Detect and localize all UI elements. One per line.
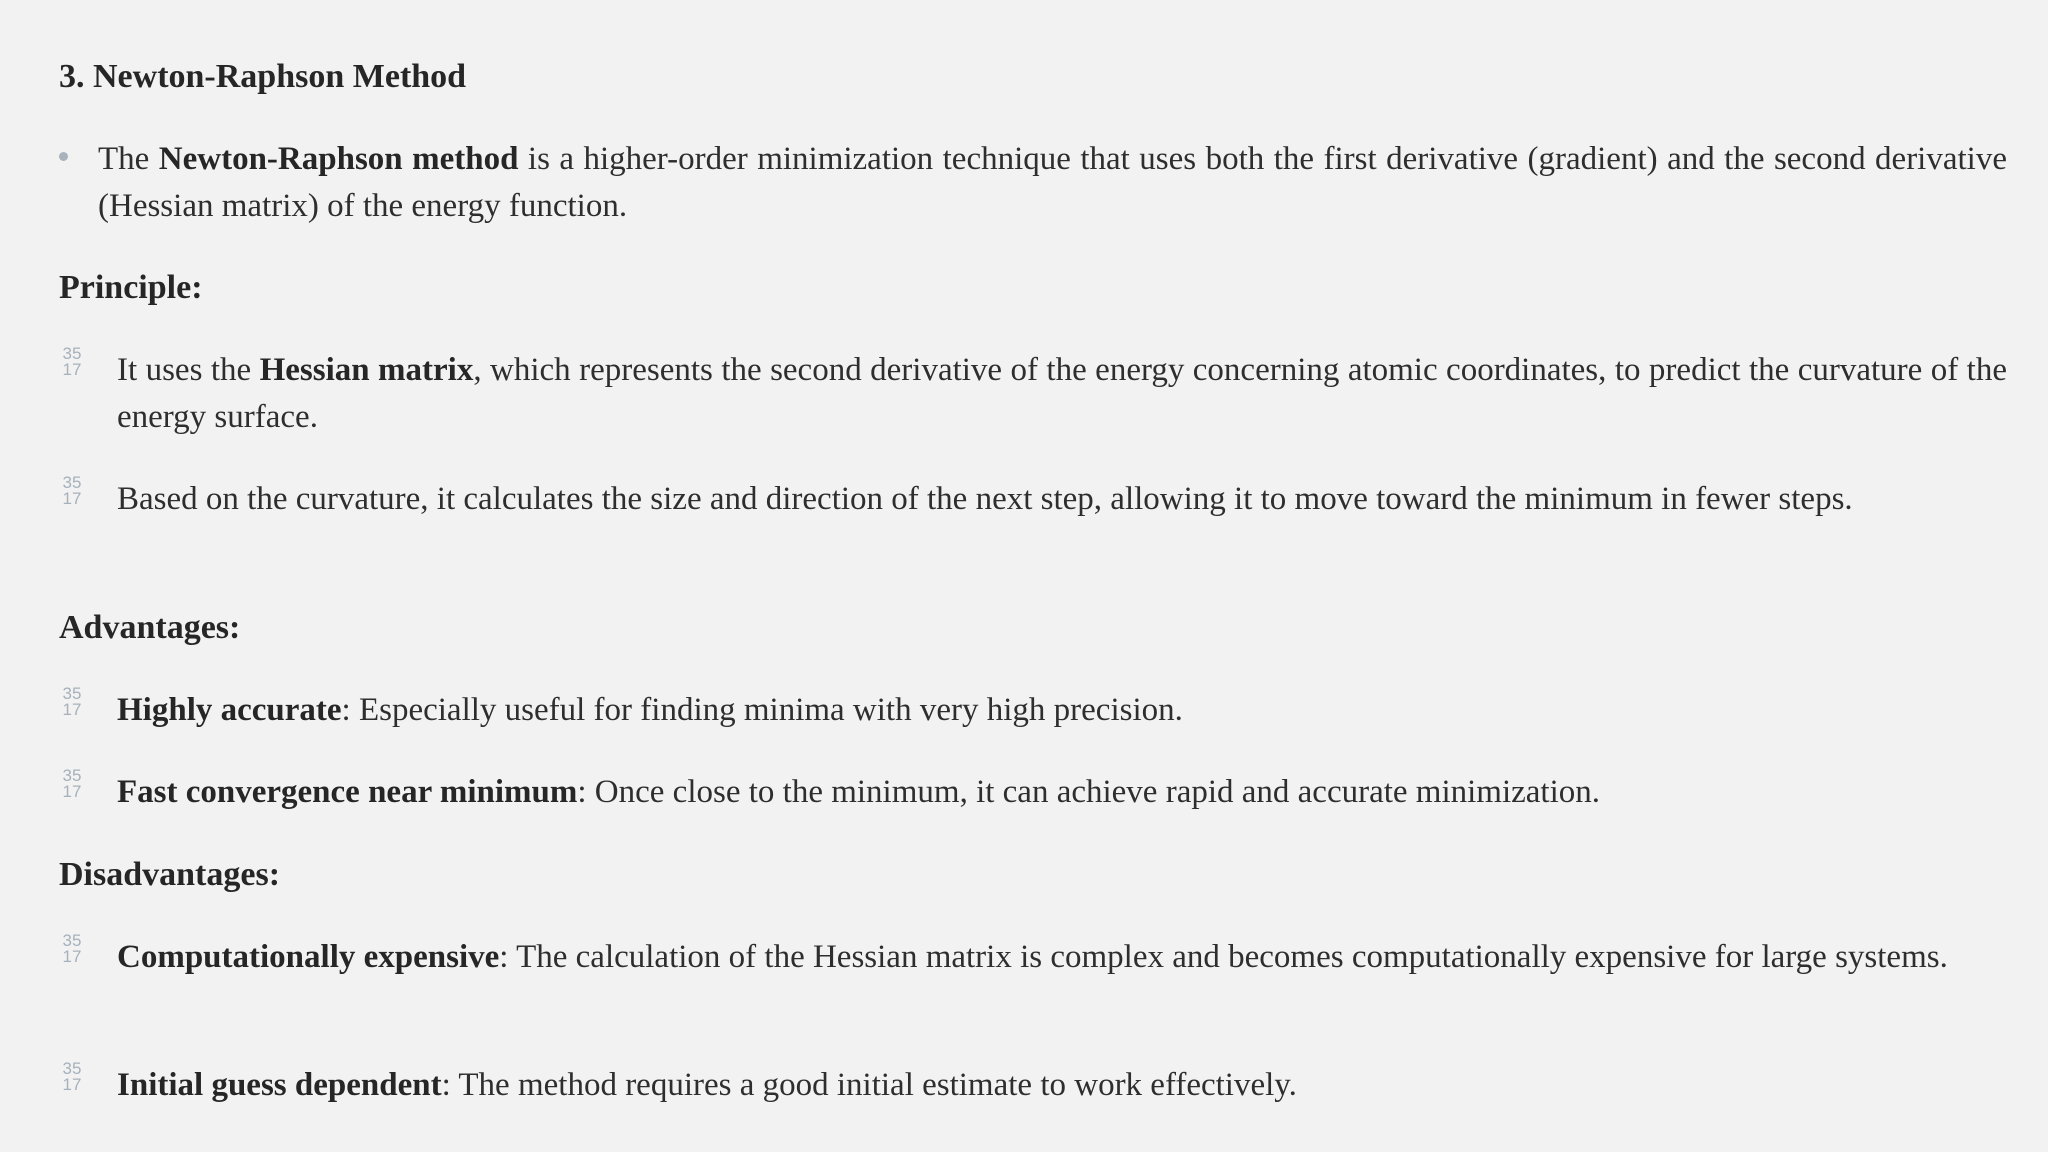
intro-term: Newton-Raphson method (158, 141, 519, 177)
disadvantage-item-2-text: : The method requires a good initial estimate to work effectively. (441, 1067, 1297, 1103)
list-marker-icon: 35 17 (62, 684, 82, 719)
principle-item-2-text: Based on the curvature, it calculates the size and direction of the next step, allowing it to move toward the minimum in fewer steps. (117, 481, 1853, 517)
disadvantage-item-1 (117, 934, 2007, 981)
list-marker-icon: 35 17 (62, 1059, 82, 1094)
advantage-item-2-text: : Once close to the minimum, it can achieve rapid and accurate minimization. (577, 774, 1601, 810)
principle-heading: Principle: (59, 269, 203, 306)
advantage-item-2-term: Fast convergence near minimum (117, 774, 578, 810)
list-marker-icon: 35 17 (62, 344, 82, 379)
list-marker-icon: 35 17 (62, 473, 82, 508)
principle-item-2 (117, 476, 2007, 523)
bullet-dot-icon (59, 152, 68, 161)
list-marker-icon: 35 17 (62, 931, 82, 966)
disadvantage-item-2 (117, 1062, 2007, 1109)
advantage-item-1 (117, 687, 2007, 734)
disadvantage-item-2-term: Initial guess dependent (117, 1067, 442, 1103)
intro-text-post: is a higher-order minimization technique that uses both the first derivative (gradient) and the second derivative (Hessian matrix) of the energy function. (98, 141, 2007, 224)
intro-text-pre: The (98, 141, 159, 177)
advantage-item-1-term: Highly accurate (117, 692, 342, 728)
list-marker-icon: 35 17 (62, 766, 82, 801)
intro-paragraph (98, 136, 2007, 230)
advantages-heading: Advantages: (59, 609, 241, 646)
advantage-item-1-text: : Especially useful for finding minima with very high precision. (341, 692, 1183, 728)
principle-item-1-term: Hessian matrix (259, 352, 474, 388)
principle-item-1-text: , which represents the second derivative of the energy concerning atomic coordinates, to predict the curvature of the energy surface. (117, 352, 2007, 435)
principle-item-1-pre: It uses the (117, 352, 260, 388)
disadvantage-item-1-term: Computationally expensive (117, 939, 500, 975)
disadvantage-item-1-text: : The calculation of the Hessian matrix is complex and becomes computationally expensive for large systems. (499, 939, 1948, 975)
principle-item-1 (117, 347, 2007, 441)
section-title: 3. Newton-Raphson Method (59, 58, 467, 95)
advantage-item-2 (117, 769, 2007, 816)
disadvantages-heading: Disadvantages: (59, 856, 281, 893)
